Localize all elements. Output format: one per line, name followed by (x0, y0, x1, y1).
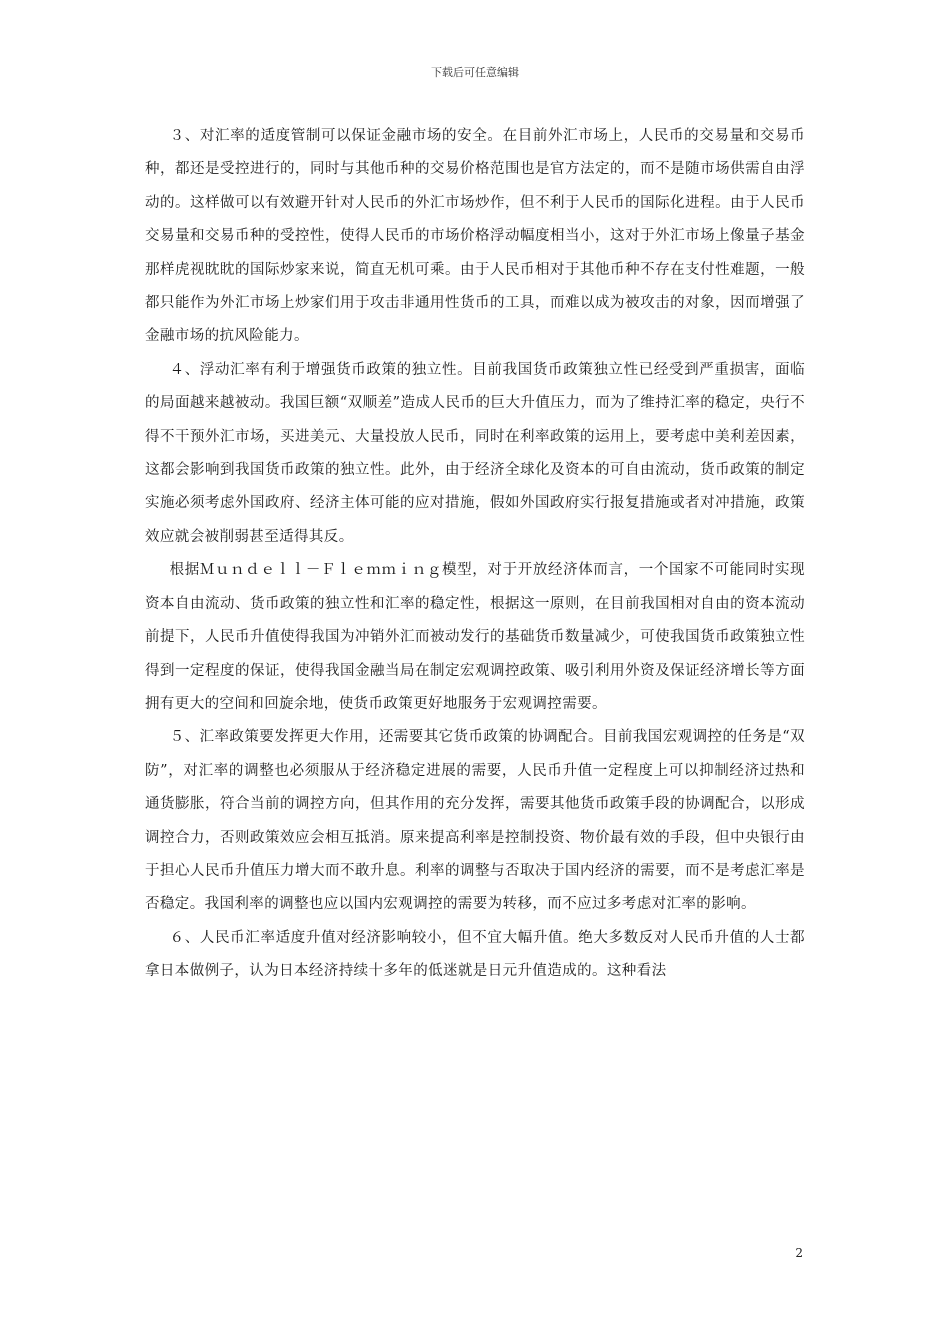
page-number: 2 (795, 1246, 803, 1260)
paragraph-5: ５、汇率政策要发挥更大作用，还需要其它货币政策的协调配合。目前我国宏观调控的任务是“双防”，对汇率的调整也必须服从于经济稳定进展的需要，人民币升值一定程度上可以抑制经济过热和通货膨胀，符合当前的调控方向，但其作用的充分发挥，需要其他货币政策手段的协调配合，以形成调控合力，否则政策效应会相互抵消。原来提高利率是控制投资、物价最有效的手段，但中央银行由于担心人民币升值压力增大而不敢升息。利率的调整与否取决于国内经济的需要，而不是考虑汇率是否稳定。我国利率的调整也应以国内宏观调控的需要为转移，而不应过多考虑对汇率的影响。 (145, 729, 805, 913)
document-body (145, 120, 805, 989)
paragraph-6: ６、人民币汇率适度升值对经济影响较小，但不宜大幅升值。绝大多数反对人民币升值的人士都拿日本做例子，认为日本经济持续十多年的低迷就是日元升值造成的。这种看法 (145, 929, 805, 980)
paragraph-3: ３、对汇率的适度管制可以保证金融市场的安全。在目前外汇市场上，人民币的交易量和交易币种，都还是受控进行的，同时与其他币种的交易价格范围也是官方法定的，而不是随市场供需自由浮动的。这样做可以有效避开针对人民币的外汇市场炒作，但不利于人民币的国际化进程。由于人民币交易量和交易币种的受控性，使得人民币的市场价格浮动幅度相当小，这对于外汇市场上像量子基金那样虎视眈眈的国际炒家来说，简直无机可乘。由于人民币相对于其他币种不存在支付性难题，一般都只能作为外汇市场上炒家们用于攻击非通用性货币的工具，而难以成为被攻击的对象，因而增强了金融市场的抗风险能力。 (145, 128, 805, 345)
page-header: 下载后可任意编辑 (431, 66, 519, 79)
paragraph-mundell-fleming: 根据Ｍｕｎｄｅｌｌ－Ｆｌｅｍｍｉｎｇ模型，对于开放经济体而言，一个国家不可能同时实现资本自由流动、货币政策的独立性和汇率的稳定性，根据这一原则，在目前我国相对自由的资本流动前提下，人民币升值使得我国为冲销外汇而被动发行的基础货币数量减少，可使我国货币政策独立性得到一定程度的保证，使得我国金融当局在制定宏观调控政策、吸引利用外资及保证经济增长等方面拥有更大的空间和回旋余地，使货币政策更好地服务于宏观调控需要。 (145, 562, 805, 712)
paragraph-4: ４、浮动汇率有利于增强货币政策的独立性。目前我国货币政策独立性已经受到严重损害，面临的局面越来越被动。我国巨额“双顺差”造成人民币的巨大升值压力，而为了维持汇率的稳定，央行不得不干预外汇市场，买进美元、大量投放人民币，同时在利率政策的运用上，要考虑中美利差因素，这都会影响到我国货币政策的独立性。此外，由于经济全球化及资本的可自由流动，货币政策的制定实施必须考虑外国政府、经济主体可能的应对措施，假如外国政府实行报复措施或者对冲措施，政策效应就会被削弱甚至适得其反。 (145, 361, 805, 545)
